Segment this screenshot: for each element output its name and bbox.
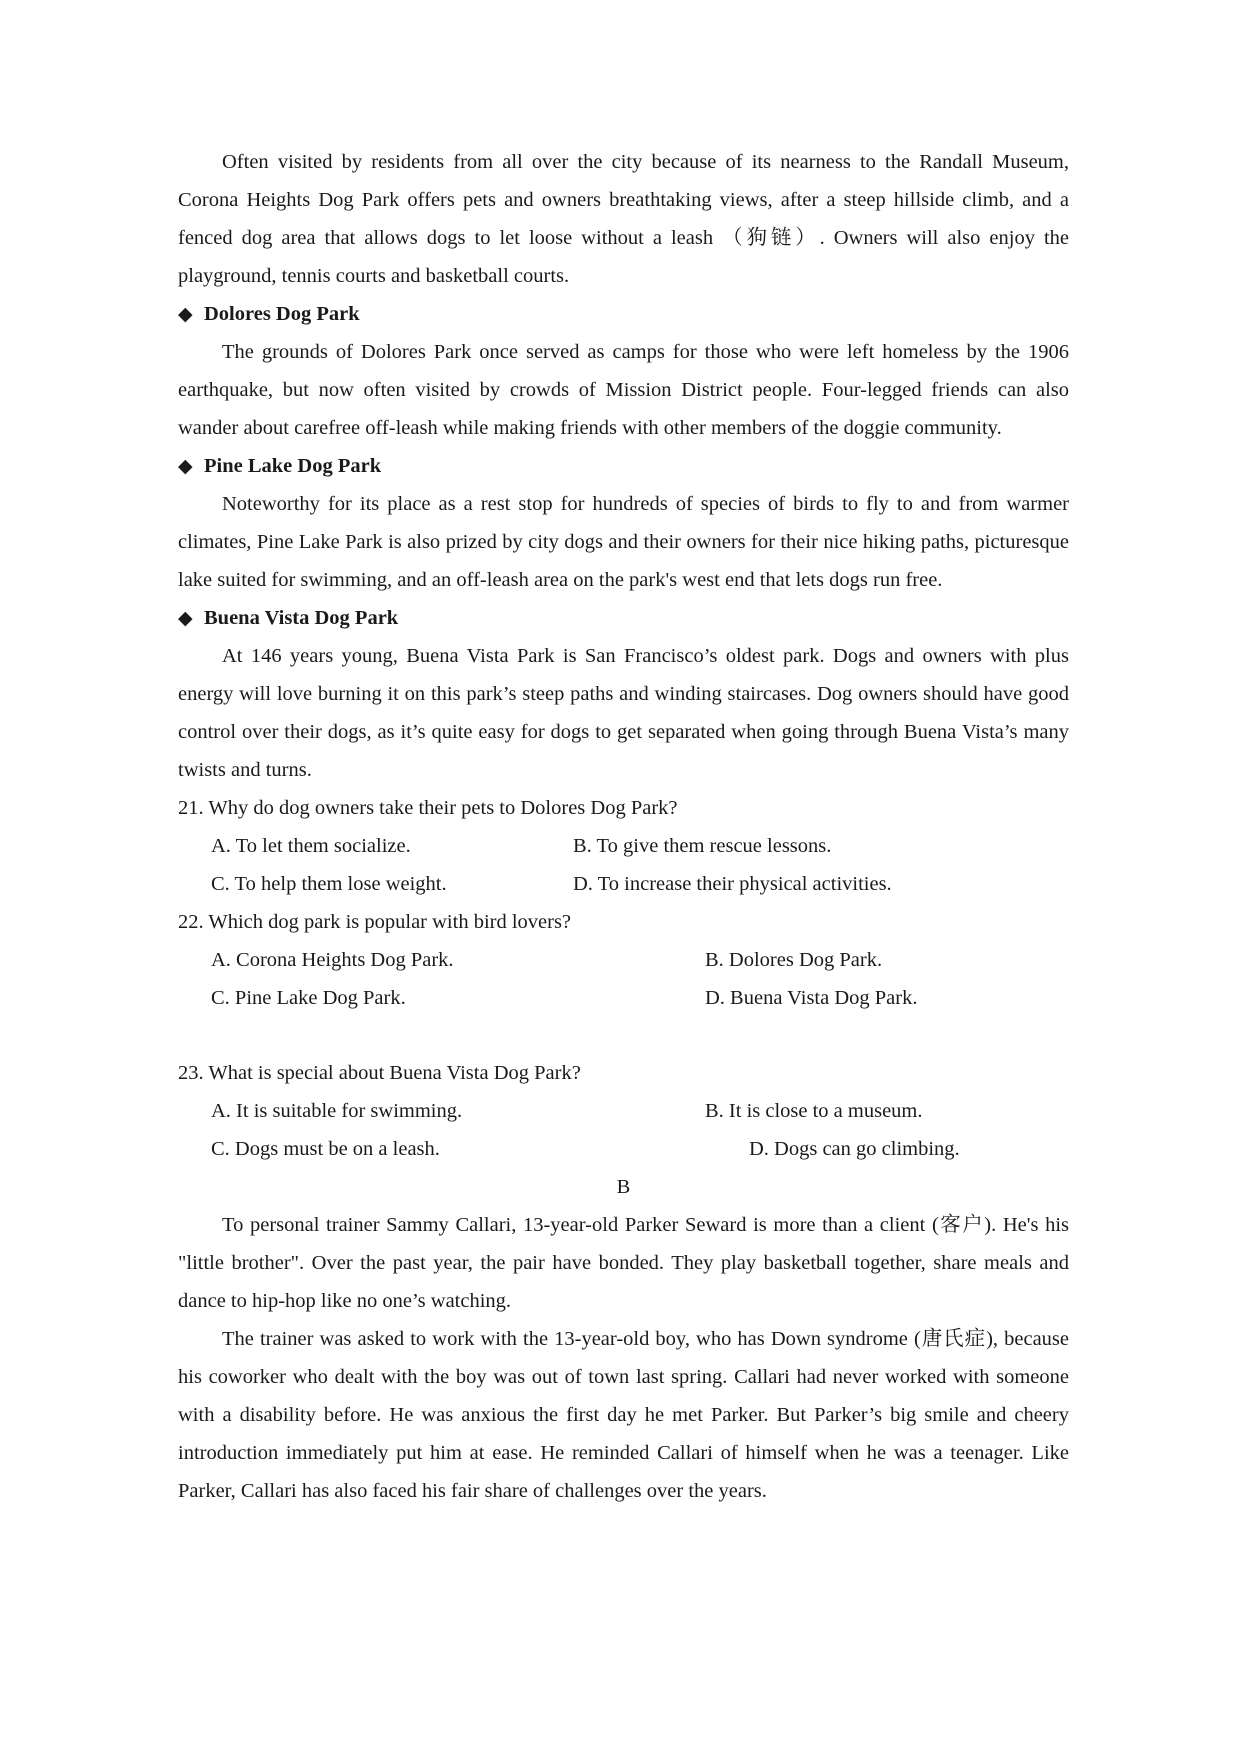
option-c: C. To help them lose weight. [211, 873, 447, 895]
option-b: B. Dolores Dog Park. [705, 949, 883, 971]
park-name: Buena Vista Dog Park [204, 607, 399, 629]
option-c: C. Dogs must be on a leash. [211, 1138, 440, 1160]
option-a: A. To let them socialize. [211, 835, 411, 857]
question-23-options-row-1 [178, 1092, 1069, 1130]
blank-spacer [178, 1017, 1069, 1054]
section-letter: B [616, 1176, 631, 1198]
option-b: B. To give them rescue lessons. [573, 835, 832, 857]
option-a: A. Corona Heights Dog Park. [211, 949, 454, 971]
exam-page [178, 143, 1069, 1510]
park-heading-buena-vista [178, 599, 1069, 637]
option-d: D. Dogs can go climbing. [749, 1138, 960, 1160]
question-21-stem: 21. Why do dog owners take their pets to Dolores Dog Park? [178, 797, 678, 819]
question-22-options-row-2 [178, 979, 1069, 1017]
park-name: Pine Lake Dog Park [204, 455, 382, 477]
question-23-options-row-2 [178, 1130, 1069, 1168]
intro-paragraph: Often visited by residents from all over the city because of its nearness to the Randall Museum, Corona Heights Dog Park offers pets and owners breathtaking views, after a steep hillside climb, and a fenced dog area that allows dogs to let loose without a leash （狗链）. Owners will also enjoy the playground, tennis courts and basketball courts. [178, 151, 1069, 287]
option-a: A. It is suitable for swimming. [211, 1100, 463, 1122]
option-b: B. It is close to a museum. [705, 1100, 923, 1122]
question-22-options-row-1 [178, 941, 1069, 979]
park-heading-pine-lake [178, 447, 1069, 485]
option-d: D. To increase their physical activities. [573, 873, 892, 895]
park-name: Dolores Dog Park [204, 303, 360, 325]
option-d: D. Buena Vista Dog Park. [705, 987, 918, 1009]
passage-b-paragraph-2: The trainer was asked to work with the 13-year-old boy, who has Down syndrome (唐氏症), because his coworker who dealt with the boy was out of town last spring. Callari had never worked with someone with a disability before. He was anxious the first day he met Parker. But Parker’s big smile and cheery introduction immediately put him at ease. He reminded Callari of himself when he was a teenager. Like Parker, Callari has also faced his fair share of challenges over the years. [178, 1328, 1069, 1502]
diamond-bullet-icon: ◆ [178, 456, 193, 477]
diamond-bullet-icon: ◆ [178, 608, 193, 629]
diamond-bullet-icon: ◆ [178, 304, 193, 325]
question-23-stem: 23. What is special about Buena Vista Dog Park? [178, 1062, 581, 1084]
option-c: C. Pine Lake Dog Park. [211, 987, 406, 1009]
park-description-dolores: The grounds of Dolores Park once served as camps for those who were left homeless by the 1906 earthquake, but now often visited by crowds of Mission District people. Four-legged friends can also wander about carefree off-leash while making friends with other members of the doggie community. [178, 341, 1069, 439]
passage-b-paragraph-1: To personal trainer Sammy Callari, 13-year-old Parker Seward is more than a client (客户). He's his "little brother". Over the past year, the pair have bonded. They play basketball together, share meals and dance to hip-hop like no one’s watching. [178, 1214, 1069, 1312]
question-21-options-row-1 [178, 827, 1069, 865]
question-22-stem: 22. Which dog park is popular with bird lovers? [178, 911, 572, 933]
park-description-pine-lake: Noteworthy for its place as a rest stop for hundreds of species of birds to fly to and from warmer climates, Pine Lake Park is also prized by city dogs and their owners for their nice hiking paths, picturesque lake suited for swimming, and an off-leash area on the park's west end that lets dogs run free. [178, 493, 1069, 591]
park-heading-dolores [178, 295, 1069, 333]
question-21-options-row-2 [178, 865, 1069, 903]
park-description-buena-vista: At 146 years young, Buena Vista Park is San Francisco’s oldest park. Dogs and owners with plus energy will love burning it on this park’s steep paths and winding staircases. Dog owners should have good control over their dogs, as it’s quite easy for dogs to get separated when going through Buena Vista’s many twists and turns. [178, 645, 1069, 781]
